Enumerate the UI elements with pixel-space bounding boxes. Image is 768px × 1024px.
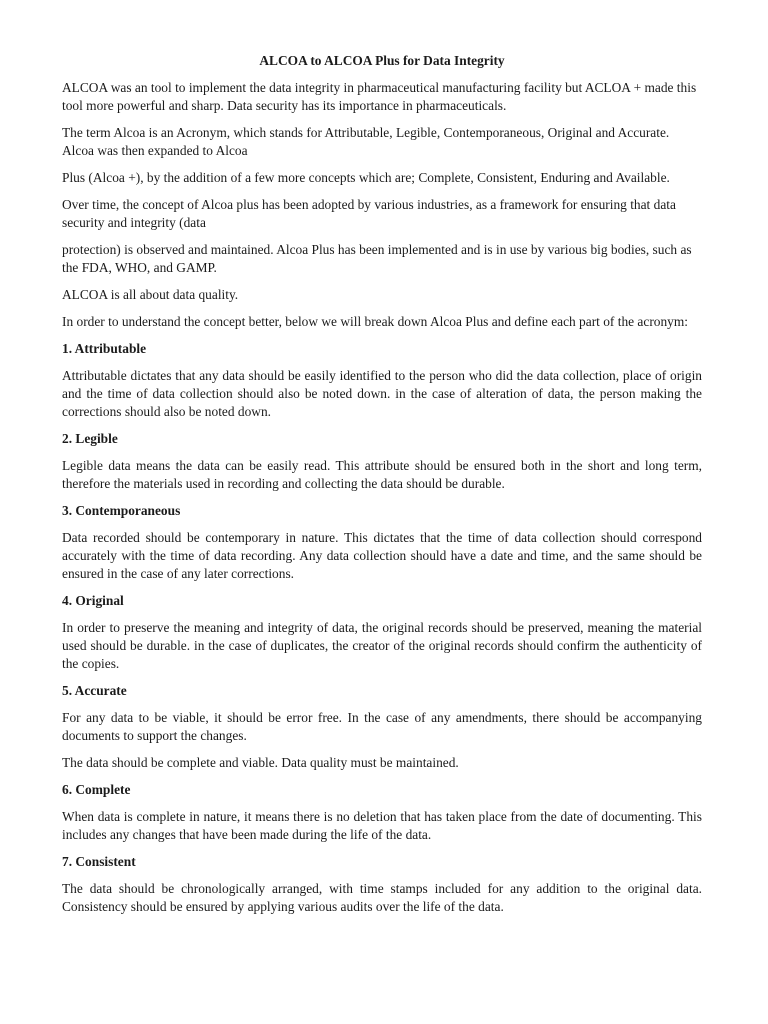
section-paragraph: For any data to be viable, it should be error free. In the case of any amendments, there should be accompanying documents to support the changes. <box>62 710 702 743</box>
section-heading-consistent: 7. Consistent <box>62 854 136 869</box>
document-page <box>62 52 702 925</box>
section-paragraph: When data is complete in nature, it means there is no deletion that has taken place from the date of documenting. This includes any changes that have been made during the life of the data. <box>62 809 702 842</box>
intro-paragraph: The term Alcoa is an Acronym, which stands for Attributable, Legible, Contemporaneous, Original and Accurate. Alcoa was then expanded to Alcoa <box>62 125 670 158</box>
section-paragraph: The data should be complete and viable. Data quality must be maintained. <box>62 755 459 770</box>
intro-paragraph: Plus (Alcoa +), by the addition of a few more concepts which are; Complete, Consistent, Enduring and Available. <box>62 170 670 185</box>
section-heading-accurate: 5. Accurate <box>62 683 127 698</box>
section-heading-contemporaneous: 3. Contemporaneous <box>62 503 181 518</box>
intro-paragraph: Over time, the concept of Alcoa plus has been adopted by various industries, as a framework for ensuring that data security and integrity (data <box>62 197 676 230</box>
section-heading-complete: 6. Complete <box>62 782 131 797</box>
section-paragraph: The data should be chronologically arranged, with time stamps included for any addition to the original data. Consistency should be ensured by applying various audits over the life of the data. <box>62 881 702 914</box>
intro-paragraph: ALCOA is all about data quality. <box>62 287 239 302</box>
section-heading-attributable: 1. Attributable <box>62 341 147 356</box>
section-heading-legible: 2. Legible <box>62 431 118 446</box>
section-paragraph: Attributable dictates that any data should be easily identified to the person who did the data collection, place of origin and the time of data collection should also be noted down. in the case of alteration of data, the person making the corrections should also be noted down. <box>62 368 702 419</box>
intro-paragraph: protection) is observed and maintained. Alcoa Plus has been implemented and is in use by various big bodies, such as the FDA, WHO, and GAMP. <box>62 242 692 275</box>
section-heading-original: 4. Original <box>62 593 124 608</box>
document-title: ALCOA to ALCOA Plus for Data Integrity <box>259 53 505 68</box>
section-paragraph: Legible data means the data can be easily read. This attribute should be ensured both in the short and long term, therefore the materials used in recording and collecting the data should be durable. <box>62 458 702 491</box>
intro-paragraph: In order to understand the concept better, below we will break down Alcoa Plus and define each part of the acronym: <box>62 314 689 329</box>
section-paragraph: Data recorded should be contemporary in nature. This dictates that the time of data collection should correspond accurately with the time of data recording. Any data collection should have a date and time, and the same should be ensured in the case of any later corrections. <box>62 530 702 581</box>
section-paragraph: In order to preserve the meaning and integrity of data, the original records should be preserved, meaning the material used should be durable. in the case of duplicates, the creator of the original records should confirm the authenticity of the copies. <box>62 620 702 671</box>
intro-paragraph: ALCOA was an tool to implement the data integrity in pharmaceutical manufacturing facility but ACLOA + made this tool more powerful and sharp. Data security has its importance in pharmaceuticals. <box>62 80 697 113</box>
